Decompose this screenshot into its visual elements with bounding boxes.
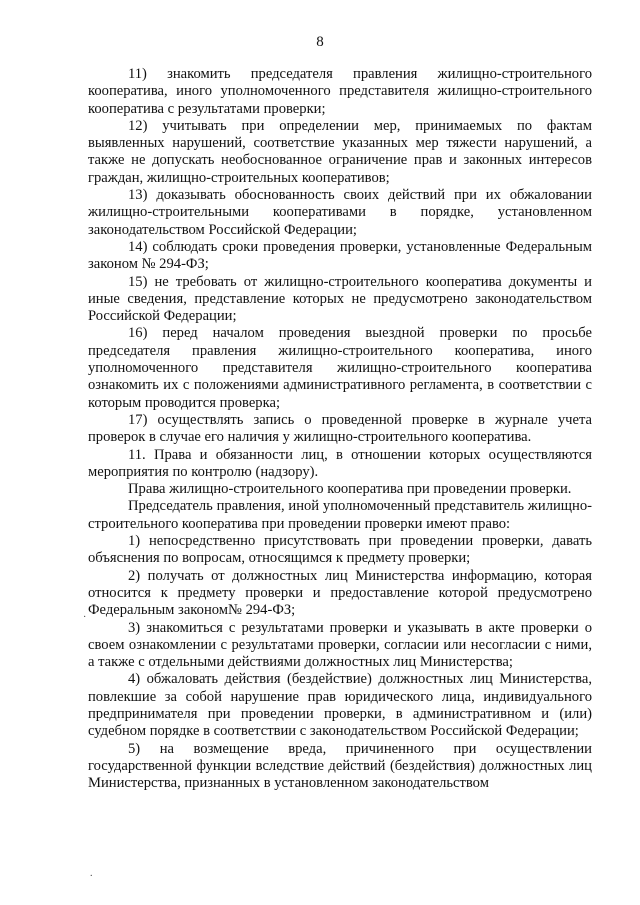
right-item-3: 3) знакомиться с результатами проверки и указывать в акте проверки о своем ознакомлении с результатами проверки, согласии или несогласии с ними, а также с отдельными действиями должностных лиц Министерства;	[88, 619, 592, 671]
paragraph-item-15: 15) не требовать от жилищно-строительного кооператива документы и иные сведения, представление которых не предусмотрено законодательством Российской Федерации;	[88, 273, 592, 325]
paragraph-item-17: 17) осуществлять запись о проведенной проверке в журнале учета проверок в случае его наличия у жилищно-строительного кооператива.	[88, 411, 592, 446]
paragraph-item-14: 14) соблюдать сроки проведения проверки, установленные Федеральным законом № 294-ФЗ;	[88, 238, 592, 273]
right-item-5: 5) на возмещение вреда, причиненного при осуществлении государственной функции вследствие действий (бездействия) должностных лиц Министерства, признанных в установленном законодательством	[88, 740, 592, 792]
document-body	[88, 66, 592, 792]
right-item-4: 4) обжаловать действия (бездействие) должностных лиц Министерства, повлекшие за собой нарушение прав юридического лица, индивидуального предпринимателя при проведении проверки, в административном и (или) судебном порядке в соответствии с законодательством Российской Федерации;	[88, 671, 592, 740]
page-number: 8	[316, 34, 324, 50]
paragraph-item-16: 16) перед началом проведения выездной проверки по просьбе председателя правления жилищно-строительного кооператива, иного уполномоченного представителя жилищно-строительного кооператива ознакомить их с положениями административного регламента, в соответствии с которым проводится проверка;	[88, 325, 592, 411]
scan-speck: ·	[83, 612, 87, 623]
section-11-heading: 11. Права и обязанности лиц, в отношении которых осуществляются мероприятия по контролю (надзору).	[88, 446, 592, 480]
right-item-2: 2) получать от должностных лиц Министерства информацию, которая относится к предмету проверки и предоставление которой предусмотрено Федеральным законом№ 294-ФЗ;	[88, 567, 592, 619]
paragraph-item-13: 13) доказывать обоснованность своих действий при их обжаловании жилищно-строительными кооперативами в порядке, установленном законодательством Российской Федерации;	[88, 187, 592, 238]
rights-subheading: Права жилищно-строительного кооператива при проведении проверки.	[128, 481, 572, 498]
right-item-1: 1) непосредственно присутствовать при проведении проверки, давать объяснения по вопросам, относящимся к предмету проверки;	[88, 533, 592, 567]
scan-speck: .	[90, 868, 93, 879]
rights-intro: Председатель правления, иной уполномоченный представитель жилищно-строительного кооператива при проведении проверки имеют право:	[88, 498, 592, 532]
paragraph-item-11: 11) знакомить председателя правления жилищно-строительного кооператива, иного уполномоченного представителя жилищно-строительного кооператива с результатами проверки;	[88, 66, 592, 117]
paragraph-item-12: 12) учитывать при определении мер, принимаемых по фактам выявленных нарушений, соответствие указанных мер тяжести нарушений, а также не допускать необоснованное ограничение прав и законных интересов граждан, жилищно-строительных кооперативов;	[88, 117, 592, 186]
